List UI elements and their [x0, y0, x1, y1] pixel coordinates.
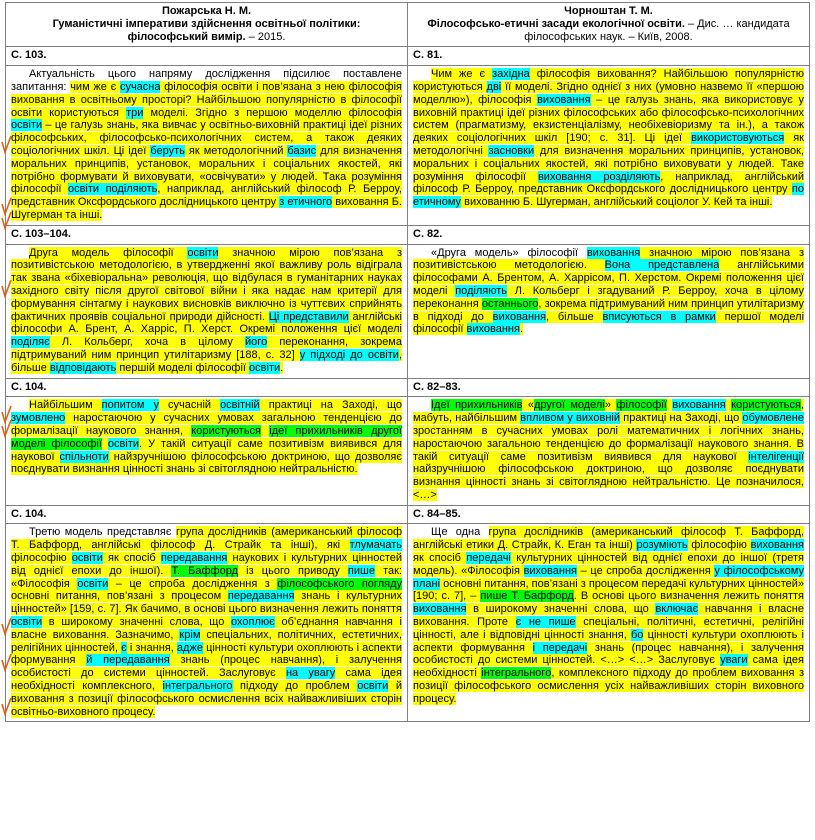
- highlighted-text: включає: [655, 603, 699, 616]
- highlighted-text: філософського погляду: [277, 577, 402, 590]
- highlighted-text: освіти: [249, 361, 281, 374]
- header-row: [6, 3, 810, 47]
- highlighted-text: в широкому значенні слова, що: [42, 616, 232, 629]
- highlighted-text: з етичного: [279, 196, 333, 209]
- highlighted-text: на увагу: [285, 667, 336, 680]
- highlighted-text: об’єднання навчання і власне виховання. Зазначимо,: [11, 616, 402, 641]
- highlighted-text: освіти: [367, 348, 399, 361]
- highlighted-text: філософія освіти і пов’язана з нею філософія виховання в освітньому просторі? Найбільшою популярністю в філософії освіти: [11, 80, 403, 119]
- highlighted-text: три: [126, 106, 144, 119]
- highlighted-text: культурних цінностей від однієї епохи до іншої (третя модель). «Філософія: [413, 552, 804, 577]
- highlighted-text: впливом у виховній: [520, 412, 621, 425]
- text-segment: Актуальність цього напряму дослідження підсилює поставлене запитання:: [11, 68, 402, 93]
- highlighted-text: практиці на Заході, що: [259, 399, 403, 412]
- highlighted-text: сучасній: [158, 399, 221, 412]
- highlighted-text: для визначення моральних принципів, установок, моральних і соціальних якостей, які потрібно формувати й виховувати, «освічувати» у людей. Така розуміння філософії: [11, 144, 402, 196]
- highlighted-text: як методологічні: [413, 132, 804, 157]
- highlighted-text: беруть: [150, 144, 185, 157]
- highlighted-text: англійськими філософами А. Брентом, А. Харрісом, П. Херстом. Окремі положення цієї моделі: [413, 259, 804, 297]
- highlighted-text: освіти: [357, 680, 389, 693]
- highlighted-text: спеціальних, політичних, естетичних, релігійних цінностей,: [11, 628, 403, 654]
- highlighted-text: дві: [486, 80, 502, 93]
- highlighted-text: зростанням в сучасних умовах ролі математичних і логічних знань, наростаючою загальною тенденцією до формалізації наукового знання. В такій ситуації саме позитивізм виявився для наукової: [413, 424, 804, 463]
- right-paragraph: [413, 68, 804, 209]
- highlighted-text: пише: [347, 564, 375, 577]
- highlighted-text: – це спроба дослідження з: [108, 577, 278, 590]
- highlighted-text: філософія виховання? Найбільшою популярністю користуються: [413, 68, 804, 93]
- highlighted-text: – це спроба дослідження: [577, 564, 715, 577]
- highlighted-text: чим же є: [70, 80, 120, 93]
- highlighted-text: інтегрального: [481, 667, 552, 680]
- right-page-ref: С. 81.: [408, 47, 810, 66]
- highlighted-text: спеціальні, політичні, естетичні, релігійні цінності, але і відповідні цінності знання,: [413, 616, 804, 641]
- highlighted-text: передачі: [466, 552, 511, 565]
- right-source-header: [408, 3, 810, 47]
- highlighted-text: користуються: [49, 106, 127, 119]
- highlighted-text: , наприклад, англійський філософ Р. Берроу, представник Оксфордського дослідницького центру: [413, 170, 804, 196]
- left-text-cell: [6, 66, 408, 226]
- highlighted-text: цінності культури охоплюють і аспекти формування: [413, 628, 804, 654]
- highlighted-text: – це галузь знань, яка використовує у виховній практиці ідеї різних філософських або філософсько-психологічних систем (прагматизму, екзистенціалізму, необіхевіоризму та ін.), а також деяких соціологічних шкіл [190; с. 31]. Ці ідеї: [413, 93, 804, 145]
- highlighted-text: поділяє: [11, 336, 50, 349]
- highlighted-text: Чим же є: [431, 68, 493, 81]
- highlighted-text: Л. Кольберг і згадуваний Р. Берроу, хоча в цілому переконання: [413, 284, 804, 310]
- highlighted-text: зумовлено: [11, 412, 66, 425]
- highlighted-text: освіти: [107, 437, 140, 450]
- highlighted-text: цінності культури охоплюють і аспекти формування: [11, 641, 402, 667]
- highlighted-text: освіти поділяють: [67, 183, 158, 196]
- highlighted-text: другої моделі: [534, 399, 605, 412]
- page-row-4: [6, 505, 810, 524]
- text-segment: Третю модель представляє: [29, 526, 177, 539]
- highlighted-text: .: [519, 323, 524, 336]
- highlighted-text: передавання: [160, 552, 228, 565]
- highlighted-text: першої моделі філософії: [413, 310, 805, 336]
- highlighted-text: його: [245, 336, 268, 349]
- right-text-cell: [408, 397, 810, 505]
- highlighted-text: Л. Кольберг, хоча в цілому: [49, 336, 246, 349]
- highlighted-text: виховання: [413, 603, 467, 616]
- highlighted-text: використовуються: [691, 132, 785, 145]
- highlighted-text: виховання: [492, 310, 547, 323]
- highlighted-text: Вона представлена: [604, 259, 720, 272]
- highlighted-text: сама ідея необхідності: [413, 654, 804, 680]
- highlighted-text: значною мірою пов’язана з позитивістською методологією.: [413, 246, 804, 272]
- highlighted-text: філософію: [11, 552, 72, 565]
- left-page-ref: С. 103–104.: [6, 225, 408, 244]
- highlighted-text: знань (процес навчання), і залучення особистості до системи цінностей. <…> <…> Заслуговує: [413, 641, 804, 667]
- highlighted-text: «: [522, 399, 535, 412]
- highlighted-text: західна: [492, 68, 530, 81]
- highlighted-text: вихованню Б. Шугерман, англійський соціолог У. Кей та інші.: [461, 196, 773, 209]
- left-paragraph: [11, 247, 402, 375]
- highlighted-text: навчання і власне виховання. Проте: [413, 603, 804, 629]
- highlighted-text: користуються: [191, 424, 262, 437]
- highlighted-text: як спосіб: [102, 552, 161, 565]
- highlighted-text: сама ідея необхідності комплексного,: [11, 667, 402, 693]
- highlighted-text: виховання: [523, 564, 577, 577]
- highlighted-text: група дослідників (американський філософ Т. Баффорд, англійські філософ Д. Страйк та інші), які: [11, 526, 402, 552]
- highlighted-text: освіти: [77, 577, 109, 590]
- highlighted-text: група дослідників (американський філософ Т. Баффорд, англійські етики Д. Страйк, К. Еган та інші): [413, 526, 805, 552]
- highlighted-text: найзручнішою філософською доктриною, що дозволяє поєднувати визнання цінності знань зі світоглядною нейтральністю.: [11, 450, 402, 476]
- highlighted-text: й виховання з позиції філософського осмислення всіх найважливіших сторін освітньо-виховного процесу.: [11, 680, 402, 718]
- text-segment: Ще одна: [431, 526, 489, 539]
- highlighted-text: виховання: [466, 323, 520, 336]
- page-row-3: [6, 378, 810, 397]
- left-source-header: [6, 3, 408, 47]
- highlighted-text: обумовлене: [742, 412, 804, 425]
- highlighted-text: інтелігенції: [748, 450, 804, 463]
- left-text-cell: [6, 524, 408, 722]
- highlighted-text: спільноти: [59, 450, 109, 463]
- highlighted-text: останнього: [481, 297, 539, 310]
- highlighted-text: ідеї прихильників другої моделі філософії: [11, 424, 402, 450]
- highlighted-text: освітній: [220, 399, 260, 412]
- highlighted-text: Т. Баффорд: [171, 564, 239, 577]
- text-row-3: [6, 397, 810, 505]
- highlighted-text: і знання,: [126, 641, 177, 654]
- highlighted-text: знань (процес навчання), і залучення особистості до системи цінностей. Заслуговує: [11, 654, 402, 680]
- highlighted-text: виховання: [537, 93, 591, 106]
- highlighted-text: знань і культурних цінностей» [159, с. 7]. Як бачимо, в основі цього визначення лежить поняття: [11, 590, 402, 616]
- highlighted-text: передавання: [227, 590, 295, 603]
- highlighted-text: є: [121, 641, 127, 654]
- highlighted-text: у підході до: [299, 348, 368, 361]
- highlighted-text: її моделі. Згідно однієї з них (умовно назвемо її «першою моделлю»), філософія: [413, 80, 804, 106]
- highlighted-text: інтегрального: [162, 680, 233, 693]
- highlighted-text: англійські філософи А. Брент, А. Харріс, П. Херст. Окремі положення цієї моделі: [11, 310, 402, 336]
- highlighted-text: , мабуть, найбільшим: [413, 399, 804, 425]
- right-paragraph: [413, 247, 804, 337]
- highlighted-text: Найбільшим: [29, 399, 102, 412]
- right-paragraph: [413, 526, 804, 705]
- highlighted-text: відповідають: [49, 361, 117, 374]
- highlighted-text: освіти: [187, 246, 219, 259]
- left-text-cell: [6, 244, 408, 378]
- highlighted-text: , більше: [546, 310, 603, 323]
- highlighted-text: підходу до проблем: [232, 680, 358, 693]
- highlighted-text: користуються: [731, 399, 801, 412]
- highlighted-text: поділяють: [455, 284, 508, 297]
- highlighted-text: значною мірою пов’язана з позитивістською методологією, в утвердженні якої важливу роль відіграла так звана «біхевіоральна» революція, що відбулася в гуманітарних науках західного світу після другої світової війни і яка надає нам критерії для формування сінтагму і наукових висновків виключно із чуттєвих сприйнять фактичних проявів соціальної природи дійсності.: [11, 246, 402, 323]
- highlighted-text: основні питання, пов’язані з процесом передачі культурних цінностей» [190; с. 7], –: [413, 577, 804, 603]
- highlighted-text: є не пише: [515, 616, 576, 629]
- right-title: Філософсько-етичні засади екологічної освіти.: [427, 17, 685, 30]
- highlighted-text: як методологічний: [184, 144, 288, 157]
- left-paragraph: [11, 68, 402, 222]
- right-author: Чорноштан Т. М.: [564, 5, 653, 17]
- comparison-table: [5, 2, 810, 722]
- highlighted-text: пише Т. Баффорд: [480, 590, 574, 603]
- highlighted-text: , зокрема підтримуваний ним принцип утилітаризму в підході до: [413, 297, 805, 323]
- highlighted-text: , більше: [11, 348, 402, 374]
- highlighted-text: тлумачать: [349, 539, 402, 552]
- highlighted-text: – це галузь знань, яка вивчає у освітньо-виховній практиці ідеї різних філософських, філософсько-психологічних систем, а також деяких соціологічних шкіл. Ці ідеї: [11, 119, 402, 157]
- right-page-ref: С. 82.: [408, 225, 810, 244]
- highlighted-text: базис: [287, 144, 317, 157]
- highlighted-text: вписуються в рамки: [602, 310, 716, 323]
- highlighted-text: .: [280, 361, 284, 374]
- highlighted-text: переконання, зокрема підтримуваний ним принцип утилітаризму [188, с. 32]: [11, 336, 402, 361]
- highlighted-text: охоплює: [231, 616, 275, 629]
- highlighted-text: філософії: [616, 399, 667, 412]
- text-segment: «Друга модель» філософії: [431, 246, 587, 259]
- highlighted-text: для визначення моральних принципів, установок, моральних і соціальних якостей, які потрібно виховувати у людей. Таке розуміння філософії: [413, 144, 804, 183]
- left-paragraph: [11, 526, 402, 718]
- left-text-cell: [6, 397, 408, 505]
- highlighted-text: бо: [631, 628, 644, 641]
- left-page-ref: С. 104.: [6, 378, 408, 397]
- highlighted-text: найзручнішою філософською доктриною, що дозволяє поєднувати визнання цінності знань зі світоглядною нейтральністю. Це позначилося, <…>: [413, 463, 804, 501]
- highlighted-text: засновки: [488, 144, 535, 157]
- highlighted-text: наукових і культурних цінностей від однієї епохи до іншої).: [11, 552, 402, 577]
- left-author: Пожарська Н. М.: [161, 5, 252, 17]
- highlighted-text: у філософському плані: [413, 564, 804, 590]
- highlighted-text: в широкому значенні слова, що: [466, 603, 656, 616]
- text-row-2: [6, 244, 810, 378]
- text-row-1: [6, 66, 810, 226]
- highlighted-text: Ідеї прихильників: [431, 399, 523, 412]
- highlighted-text: . У такій ситуації саме позитивізм виявився для наукової: [11, 437, 402, 463]
- highlighted-text: сучасна: [119, 80, 161, 93]
- highlighted-text: виховання: [672, 399, 726, 412]
- highlighted-text: так: «Філософія: [11, 564, 402, 590]
- highlighted-text: попитом у: [101, 399, 159, 412]
- page-row-2: [6, 225, 810, 244]
- text-row-4: [6, 524, 810, 722]
- highlighted-text: розуміють: [636, 539, 688, 552]
- left-title: Гуманістичні імперативи здійснення освітньої політики: філософський вимір.: [52, 17, 361, 43]
- left-page-ref: С. 104.: [6, 505, 408, 524]
- right-text-cell: [408, 244, 810, 378]
- highlighted-text: виховання розділяють: [537, 170, 661, 183]
- right-text-cell: [408, 66, 810, 226]
- highlighted-text: основні питання, пов’язані з процесом: [11, 590, 228, 603]
- right-page-ref: С. 84–85.: [408, 505, 810, 524]
- highlighted-text: по етичному: [413, 183, 804, 209]
- highlighted-text: й передавання: [86, 654, 170, 667]
- page-row-1: [6, 47, 810, 66]
- highlighted-text: першій моделі філософії: [116, 361, 250, 374]
- highlighted-text: , наприклад, англійський філософ Р. Берроу, представник Оксфордського дослідницького центру: [11, 183, 402, 209]
- highlighted-text: як спосіб: [413, 552, 467, 565]
- highlighted-text: освіти: [11, 119, 43, 132]
- highlighted-text: »: [604, 399, 617, 412]
- highlighted-text: Друга модель філософії: [29, 246, 188, 259]
- left-title-suffix: – 2015.: [245, 30, 286, 43]
- highlighted-text: , комплексного підходу до проблем виховання з позиції філософського осмислення усіх найважливіших сторін виховного процесу.: [413, 667, 804, 705]
- right-title-suffix: – Дис. … кандидата філософських наук. – Київ, 2008.: [524, 17, 790, 43]
- highlighted-text: освіти: [71, 552, 103, 565]
- highlighted-text: моделі. Згідно з першою моделлю філософія: [143, 106, 402, 119]
- left-page-ref: С. 103.: [6, 47, 408, 66]
- highlighted-text: виховання: [750, 539, 804, 552]
- highlighted-text: виховання Б. Шугерман та інші.: [11, 196, 402, 221]
- right-text-cell: [408, 524, 810, 722]
- right-paragraph: [413, 399, 804, 501]
- highlighted-text: філософію: [687, 539, 751, 552]
- highlighted-text: Ці представили: [268, 310, 349, 323]
- highlighted-text: освіти: [11, 616, 43, 629]
- highlighted-text: крім: [179, 628, 201, 641]
- highlighted-text: уваги: [720, 654, 748, 667]
- highlighted-text: практиці на Заході, що: [620, 412, 743, 425]
- right-page-ref: С. 82–83.: [408, 378, 810, 397]
- highlighted-text: адже: [176, 641, 203, 654]
- left-paragraph: [11, 399, 402, 476]
- highlighted-text: . В основі цього визначення лежить поняття: [573, 590, 804, 603]
- highlighted-text: і передачі: [532, 641, 588, 654]
- highlighted-text: із цього приводу: [238, 564, 348, 577]
- highlighted-text: виховання: [586, 246, 641, 259]
- highlighted-text: наростаючою у сучасних умовах загальною тенденцією до формалізації наукового знання,: [11, 412, 402, 437]
